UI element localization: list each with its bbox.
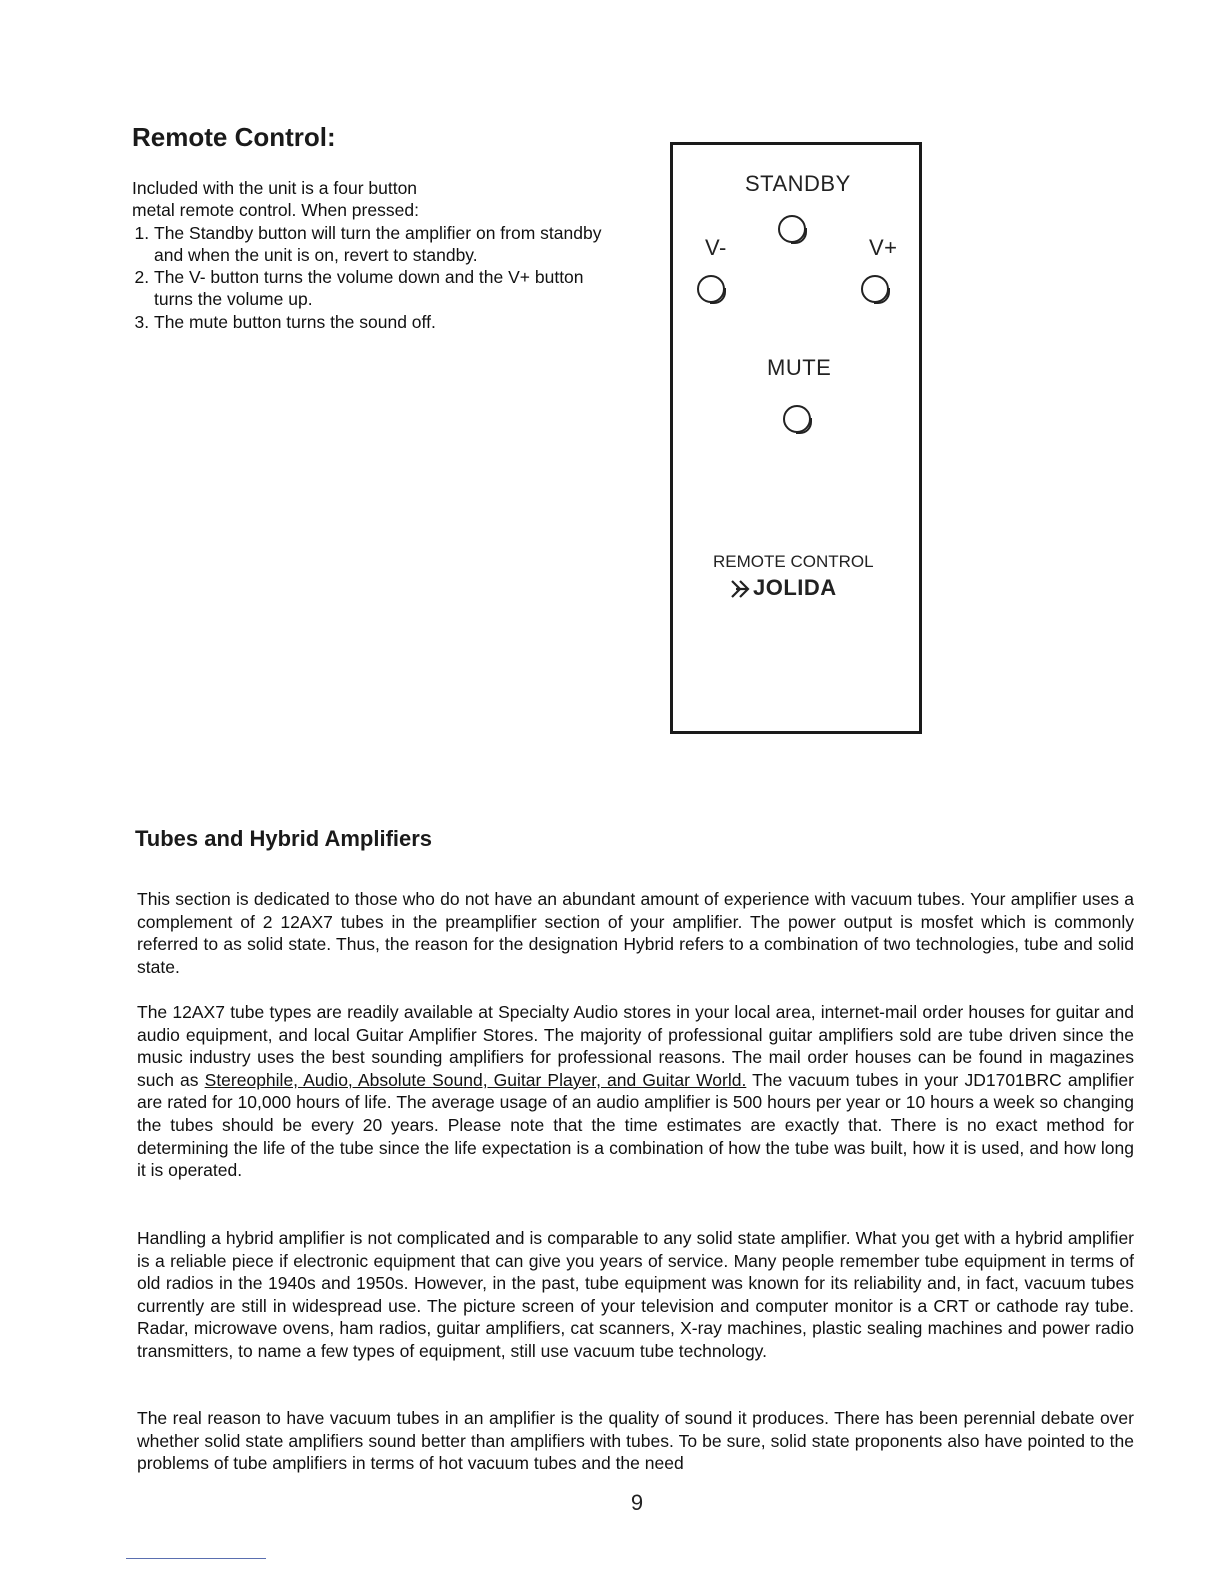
tubes-paragraph-2 bbox=[137, 1001, 1134, 1182]
brand-mark-icon bbox=[729, 578, 751, 600]
vplus-label: V+ bbox=[869, 235, 898, 260]
vminus-button-icon bbox=[697, 275, 725, 303]
list-item: 2. The V- button turns the volume down and the V+ button turns the volume up. bbox=[154, 266, 612, 311]
footer-rule bbox=[126, 1558, 266, 1559]
tubes-paragraph-1: This section is dedicated to those who do not have an abundant amount of experience with vacuum tubes. Your amplifier uses a complement of 2 12AX7 tubes in the preamplifier section of your amplifier. The power output is mosfet which is commonly referred to as solid state. Thus, the reason for the designation Hybrid refers to a combination of two technologies, tube and solid state. bbox=[137, 889, 1134, 977]
p2-text-after: The vacuum tubes in your JD1701BRC amplifier are rated for 10,000 hours of life. The average usage of an audio amplifier is 500 hours per year or 10 hours a week so changing the tubes should be every 20 years. Please note that the time estimates are exactly that. There is no exact method for determining the life of the tube since the life expectation is a combination of how the tube was built, how it is used, and how long it is operated. bbox=[137, 1069, 1134, 1181]
standby-button-icon bbox=[778, 215, 806, 243]
standby-label: STANDBY bbox=[745, 171, 851, 196]
brand-logo bbox=[729, 575, 837, 601]
list-item: 1. The Standby button will turn the amplifier on from standby and when the unit is on, revert to standby. bbox=[154, 222, 612, 267]
remote-intro bbox=[132, 177, 612, 333]
brand-name: JOLIDA bbox=[753, 575, 837, 600]
mute-label: MUTE bbox=[767, 355, 832, 380]
remote-control-diagram bbox=[670, 142, 922, 734]
vplus-button-icon bbox=[861, 275, 889, 303]
p2-text-before: The 12AX7 tube types are readily available at Specialty Audio stores in your local area, internet-mail order houses for guitar and audio equipment, and local Guitar Amplifier Stores. The majority of professional guitar amplifiers sold are tube driven since the music industry uses the best sounding amplifiers for professional reasons. The mail order houses can be found in magazines such as bbox=[137, 1002, 1134, 1090]
remote-footer-label: REMOTE CONTROL bbox=[713, 552, 874, 571]
tubes-paragraph-3: Handling a hybrid amplifier is not complicated and is comparable to any solid state amplifier. What you get with a hybrid amplifier is a reliable piece if electronic equipment that can give you years of service. Many people remember tube equipment in terms of old radios in the 1940s and 1950s. However, in the past, tube equipment was known for its reliability and, in fact, vacuum tubes currently are still in widespread use. The picture screen of your television and computer monitor is a CRT or cathode ray tube. Radar, microwave ovens, ham radios, guitar amplifiers, cat scanners, X-ray machines, plastic sealing machines and power radio transmitters, to name a few types of equipment, still use vacuum tube technology. bbox=[137, 1228, 1134, 1361]
list-item: 3. The mute button turns the sound off. bbox=[154, 311, 612, 333]
mute-button-icon bbox=[783, 405, 811, 433]
intro-line-2: metal remote control. When pressed: bbox=[132, 200, 419, 221]
intro-line-1: Included with the unit is a four button bbox=[132, 178, 418, 198]
tubes-paragraph-4: The real reason to have vacuum tubes in an amplifier is the quality of sound it produces. There has been perennial debate over whether solid state amplifiers sound better than amplifiers with tubes. To be sure, solid state proponents also have pointed to the problems of tube amplifiers in terms of hot vacuum tubes and the need bbox=[137, 1408, 1134, 1474]
page-number: 9 bbox=[630, 1490, 644, 1515]
remote-control-heading: Remote Control: bbox=[132, 122, 336, 152]
vminus-label: V- bbox=[705, 235, 727, 260]
magazine-list: Stereophile, Audio, Absolute Sound, Guitar Player, and Guitar World. bbox=[204, 1069, 747, 1090]
remote-button-list bbox=[132, 222, 612, 333]
tubes-heading: Tubes and Hybrid Amplifiers bbox=[135, 826, 433, 851]
